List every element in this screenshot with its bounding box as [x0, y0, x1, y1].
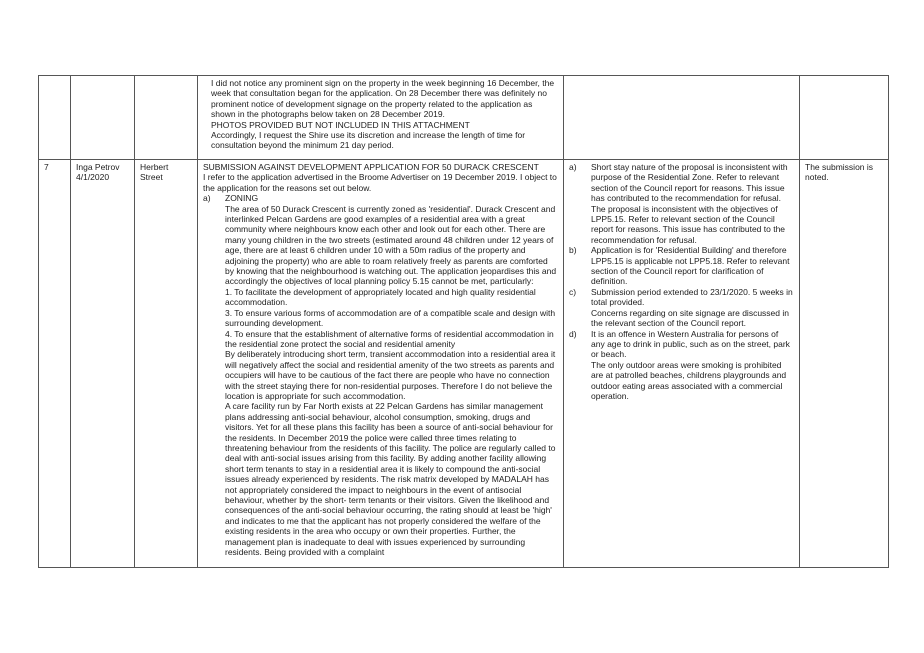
- submission-paragraph: By deliberately introducing short term, transient accommodation into a residential area it will negatively affect the social and residential amenity of the two streets as parents and occupiers will have to be cautious of the fact there are people who have no connection with the street staying there for non-residential purposes. Therefore I do not believe the location is appropriate for such accommodation.: [225, 349, 556, 401]
- submission-paragraph: 3. To ensure various forms of accommodation are of a compatible scale and design with surrounding development.: [225, 307, 556, 329]
- response-paragraph: Short stay nature of the proposal is inconsistent with purpose of the Residential Zone. Refer to relevant section of the Council report for reasons. This issue has contributed to the recommendation for refusal.: [591, 162, 788, 204]
- cell-street: [135, 160, 198, 568]
- submission-paragraph: The area of 50 Durack Crescent is currently zoned as 'residential'. Durack Crescent and interlinked Pelcan Gardens are good examples of a residential area with a great community where neighbours know each other and look out for each other. There are many young children in the two streets (estimated around 48 children under 12 years of age, there are at least 6 children under 10 with a 50m radius of the property and adjoining the property) who are able to roam relatively freely as parents are comforted by knowing that the neighbourhood is watching out. The application jeopardises this and accordingly the objectives of local planning policy 5.15 cannot be met, particularly:: [225, 203, 557, 287]
- item-label: b): [569, 245, 577, 256]
- item-body: [225, 193, 558, 557]
- response-item-b: [569, 245, 794, 287]
- submission-heading: SUBMISSION AGAINST DEVELOPMENT APPLICATION FOR 50 DURACK CRESCENT: [203, 162, 539, 172]
- response-paragraph: The only outdoor areas were smoking is prohibited are at patrolled beaches, childrens playgrounds and outdoor eating areas associated with a commercial operation.: [591, 359, 787, 401]
- response-paragraph: Application is for 'Residential Building' and therefore LPP5.15 is applicable not LPP5.18. Refer to relevant section of the Council report for clarification of definition.: [591, 245, 790, 287]
- cell-response: [564, 76, 800, 160]
- response-item-c: [569, 287, 794, 329]
- table-row-7: [39, 160, 889, 568]
- cell-submission: [198, 76, 564, 160]
- cell-outcome: [800, 160, 889, 568]
- submission-paragraph: 1. To facilitate the development of appropriately located and high quality residential accommodation.: [225, 286, 536, 308]
- response-paragraph: Submission period extended to 23/1/2020. 5 weeks in total provided.: [591, 286, 793, 308]
- response-item-a: [569, 162, 794, 245]
- submissions-table: [38, 75, 889, 568]
- item-body: [591, 329, 794, 402]
- submission-item-a: [203, 193, 558, 557]
- item-body: [591, 162, 794, 245]
- submission-continuation-text: [203, 78, 558, 151]
- cell-submitter: [71, 160, 135, 568]
- submission-paragraph: Accordingly, I request the Shire use its discretion and increase the length of time for consultation beyond the minimum 21 day period.: [211, 130, 526, 151]
- item-label: d): [569, 328, 577, 339]
- cell-submitter: [71, 76, 135, 160]
- submitter-name: Inga Petrov: [76, 162, 120, 172]
- item-label: a): [569, 162, 577, 172]
- response-item-d: [569, 329, 794, 402]
- submission-intro: I refer to the application advertised in the Broome Advertiser on 19 December 2019. I object to the application for the reasons set out below.: [203, 172, 557, 193]
- submission-paragraph: PHOTOS PROVIDED BUT NOT INCLUDED IN THIS ATTACHMENT: [211, 119, 470, 130]
- submitter-street: Herbert Street: [140, 162, 169, 183]
- submission-number: 7: [44, 162, 49, 172]
- cell-number: [39, 160, 71, 568]
- submission-paragraph: 4. To ensure that the establishment of alternative forms of residential accommodation in the residential zone protect the social and residential amenity: [225, 328, 554, 349]
- cell-outcome: [800, 76, 889, 160]
- submission-paragraph: I did not notice any prominent sign on the property in the week beginning 16 December, the week that consultation began for the application. On 28 December there was definitely no prominent notice of development signage on the property related to the application as shown in the photographs below taken on 28 December 2019.: [211, 78, 555, 120]
- submitter-date: 4/1/2020: [76, 172, 110, 183]
- outcome-text: The submission is noted.: [805, 162, 874, 183]
- cell-response: [564, 160, 800, 568]
- item-label: a): [203, 193, 211, 204]
- cell-number: [39, 76, 71, 160]
- cell-submission: [198, 160, 564, 568]
- table-row-continuation: [39, 76, 889, 160]
- cell-street: [135, 76, 198, 160]
- response-paragraph: The proposal is inconsistent with the objectives of LPP5.15. Refer to relevant section of the Council report for reasons. This issue has contributed to the recommendation for refusal.: [591, 203, 786, 245]
- response-paragraph: It is an offence in Western Australia for persons of any age to drink in public, such as on the street, park or beach.: [591, 328, 790, 360]
- item-body: [591, 245, 794, 287]
- item-title: ZONING: [225, 193, 259, 204]
- response-paragraph: Concerns regarding on site signage are discussed in the relevant section of the Council report.: [591, 307, 789, 329]
- submission-paragraph: A care facility run by Far North exists at 22 Pelcan Gardens has similar management plans addressing anti-social behaviour, alcohol consumption, smoking, drugs and visitors. Yet for all these plans this facility has been a source of anti-social behaviour for the residents. In December 2019 the police were called three times relating to threatening behaviour from the residents of this facility. The police are regularly called to deal with anti-social issues arising from this facility. By adding another facility allowing short term tenants to stay in a residential area it is likely to compound the anti-social issues already experienced by residents. The risk matrix developed by MADALAH has not appropriately considered the impact to neighbours in the event of antisocial behaviour, whether by the short- term tenants or their visitors. Given the likelihood and consequences of the anti-social behaviour occurring, the rating should at least be 'high' and indicates to me that the applicant has not properly considered the welfare of the existing residents in the area who occupy or own their properties. Further, the management plan is inadequate to deal with issues experienced by surrounding residents. Being provided with a complaint: [225, 401, 556, 558]
- item-body: [591, 287, 794, 329]
- item-label: c): [569, 286, 577, 297]
